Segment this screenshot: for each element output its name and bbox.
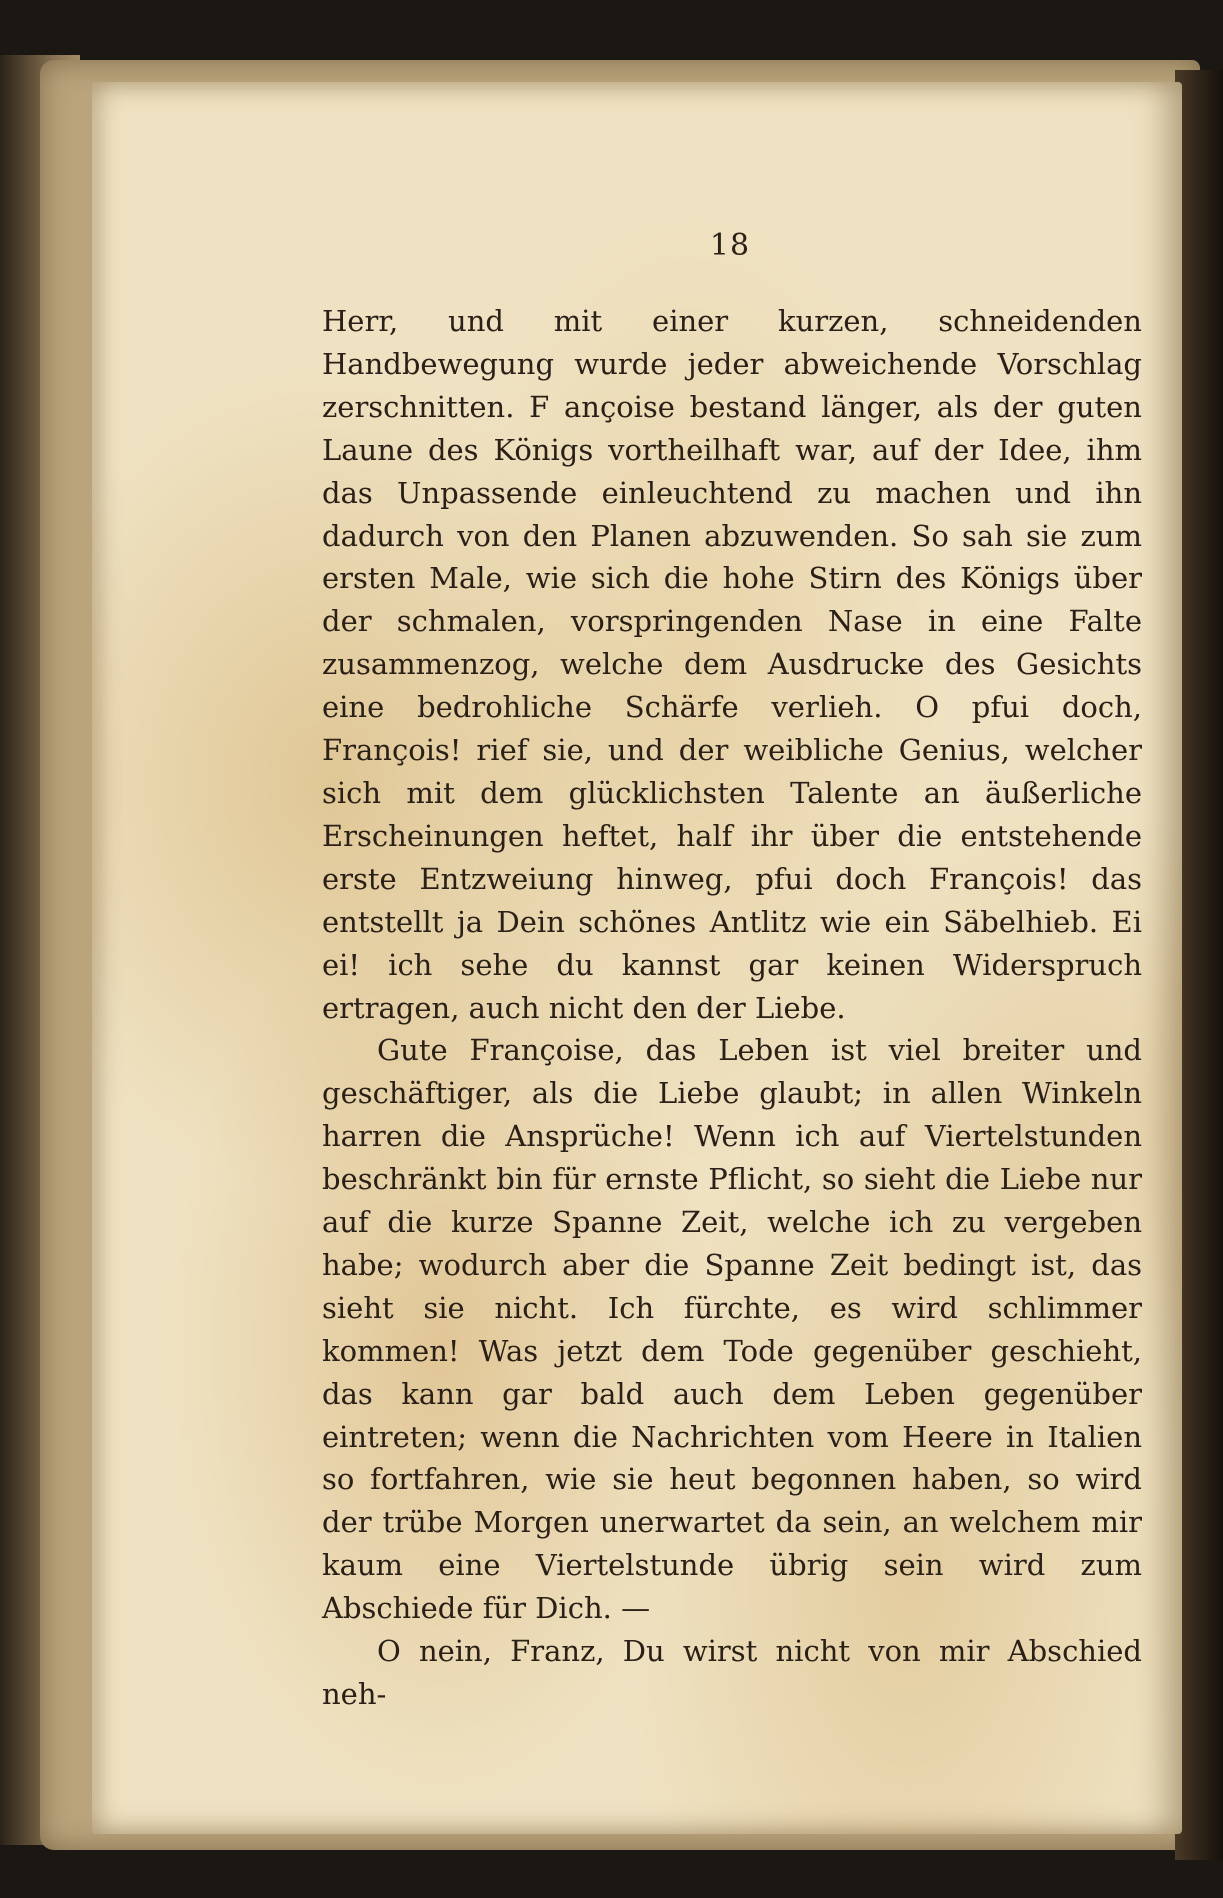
paragraph-2: Gute Françoise, das Leben ist viel breiter und geschäftiger, als die Liebe glaubt; in allen Winkeln harren die Ansprüche! Wenn ich auf Viertelstunden beschränkt bin für ernste Pflicht, so sieht die Liebe nur auf die kurze Spanne Zeit, welche ich zu vergeben habe; wodurch aber die Spanne Zeit bedingt ist, das sieht sie nicht. Ich fürchte, es wird schlimmer kommen! Was jetzt dem Tode gegenüber geschieht, das kann gar bald auch dem Leben gegenüber eintreten; wenn die Nachrichten vom Heere in Italien so fortfahren, wie sie heut begonnen haben, so wird der trübe Morgen unerwartet da sein, an welchem mir kaum eine Viertelstunde übrig sein wird zum Abschiede für Dich. — (322, 1033, 1142, 1626)
paragraph-3: O nein, Franz, Du wirst nicht von mir Abschied neh- (322, 1634, 1142, 1711)
paragraph-1: Herr, und mit einer kurzen, schneidenden Handbewegung wurde jeder abweichende Vorschlag zerschnitten. F ançoise bestand länger, als der guten Laune des Königs vortheilhaft war, auf der Idee, ihm das Unpassende einleuchtend zu machen und ihn dadurch von den Planen abzuwenden. So sah sie zum ersten Male, wie sich die hohe Stirn des Königs über der schmalen, vorspringenden Nase in eine Falte zusammenzog, welche dem Ausdrucke des Gesichts eine bedrohliche Schärfe verlieh. O pfui doch, François! rief sie, und der weibliche Genius, welcher sich mit dem glücklichsten Talente an äußerliche Erscheinungen heftet, half ihr über die entstehende erste Entzweiung hinweg, pfui doch François! das entstellt ja Dein schönes Antlitz wie ein Säbelhieb. Ei ei! ich sehe du kannst gar keinen Widerspruch ertragen, auch nicht den der Liebe. (322, 304, 1142, 1025)
book-right-edge (1175, 70, 1223, 1860)
page-text (322, 300, 1142, 1716)
page-number: 18 (709, 228, 751, 263)
